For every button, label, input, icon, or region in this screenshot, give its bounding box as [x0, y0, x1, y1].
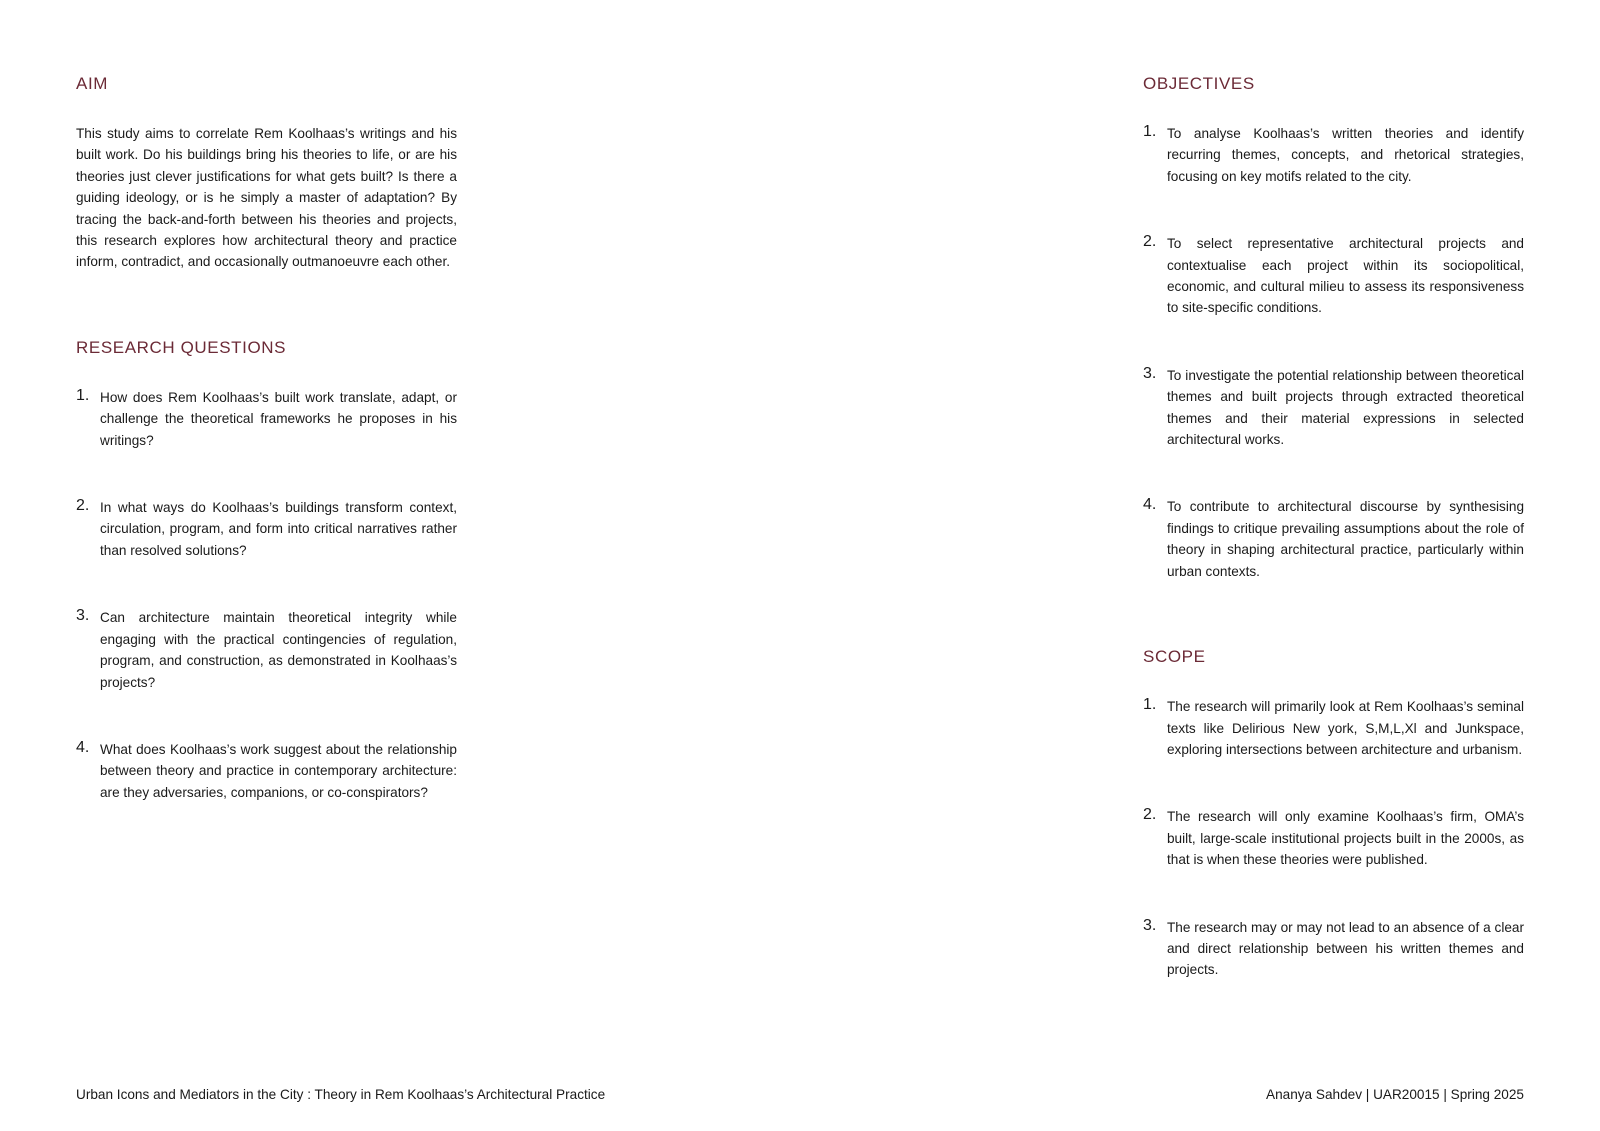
research-questions-list	[76, 387, 457, 803]
scope-heading: SCOPE	[1143, 647, 1206, 667]
list-item-text: To investigate the potential relationship between theoretical themes and built projects through extracted theoretical themes and their material expressions in selected architectural works.	[1167, 367, 1524, 448]
list-number: 4.	[1143, 496, 1157, 514]
list-item	[1143, 917, 1524, 981]
list-number: 2.	[1143, 233, 1157, 251]
footer-author: Ananya Sahdev | UAR20015 | Spring 2025	[1266, 1087, 1524, 1102]
list-item-text: To select representative architectural projects and contextualise each project within its sociopolitical, economic, and cultural milieu to assess its responsiveness to site-specific conditions.	[1167, 236, 1524, 316]
aim-text: This study aims to correlate Rem Koolhaas’s writings and his built work. Do his buildings bring his theories to life, or are his theories just clever justifications for what gets built? Is there a guiding ideology, or is he simply a master of adaptation? By tracing the back-and-forth between his theories and projects, this research explores how architectural theory and practice inform, contradict, and occasionally outmanoeuvre each other.	[76, 126, 457, 270]
list-item	[76, 497, 457, 561]
footer-title: Urban Icons and Mediators in the City : Theory in Rem Koolhaas’s Architectural Practice	[76, 1087, 606, 1102]
list-number: 2.	[1143, 806, 1157, 824]
scope-list	[1143, 696, 1524, 981]
objectives-heading: OBJECTIVES	[1143, 74, 1255, 93]
list-item	[1143, 806, 1524, 870]
list-item	[1143, 696, 1524, 760]
list-number: 1.	[1143, 696, 1157, 714]
list-number: 1.	[1143, 123, 1157, 140]
list-item	[1143, 496, 1524, 582]
list-item-text: Can architecture maintain theoretical integrity while engaging with the practical contingencies of regulation, program, and construction, as demonstrated in Koolhaas’s projects?	[100, 610, 457, 690]
list-item-text: What does Koolhaas’s work suggest about the relationship between theory and practice in contemporary architecture: are they adversaries, companions, or co-conspirators?	[100, 741, 457, 800]
list-number: 3.	[1143, 916, 1157, 934]
list-item	[1143, 123, 1524, 187]
list-item	[76, 607, 457, 693]
list-number: 4.	[76, 738, 90, 756]
list-item	[76, 739, 457, 803]
research-questions-heading: RESEARCH QUESTIONS	[76, 337, 287, 357]
aim-heading: AIM	[76, 74, 109, 93]
list-number: 3.	[76, 607, 90, 625]
list-number: 3.	[1143, 364, 1157, 382]
left-column	[76, 72, 457, 803]
list-item	[1143, 233, 1524, 319]
list-item-text: The research will primarily look at Rem Koolhaas’s seminal texts like Delirious New york, S,M,L,Xl and Junkspace, exploring intersections between architecture and urbanism.	[1167, 699, 1524, 757]
list-item-text: The research will only examine Koolhaas’s firm, OMA’s built, large-scale institutional projects built in the 2000s, as that is when these theories were published.	[1167, 809, 1524, 868]
list-item	[1143, 365, 1524, 451]
list-item-text: The research may or may not lead to an absence of a clear and direct relationship between his written themes and projects.	[1167, 919, 1524, 978]
list-item-text: How does Rem Koolhaas’s built work translate, adapt, or challenge the theoretical frameworks he proposes in his writings?	[100, 389, 457, 448]
list-item	[76, 387, 457, 451]
right-column	[1143, 72, 1524, 981]
list-item-text: To analyse Koolhaas’s written theories and identify recurring themes, concepts, and rhetorical strategies, focusing on key motifs related to the city.	[1167, 126, 1524, 184]
objectives-list	[1143, 123, 1524, 582]
list-item-text: To contribute to architectural discourse by synthesising findings to critique prevailing assumptions about the role of theory in shaping architectural practice, particularly within urban contexts.	[1167, 499, 1524, 579]
list-item-text: In what ways do Koolhaas’s buildings transform context, circulation, program, and form into critical narratives rather than resolved solutions?	[100, 500, 457, 558]
list-number: 1.	[76, 386, 90, 404]
list-number: 2.	[76, 497, 90, 515]
